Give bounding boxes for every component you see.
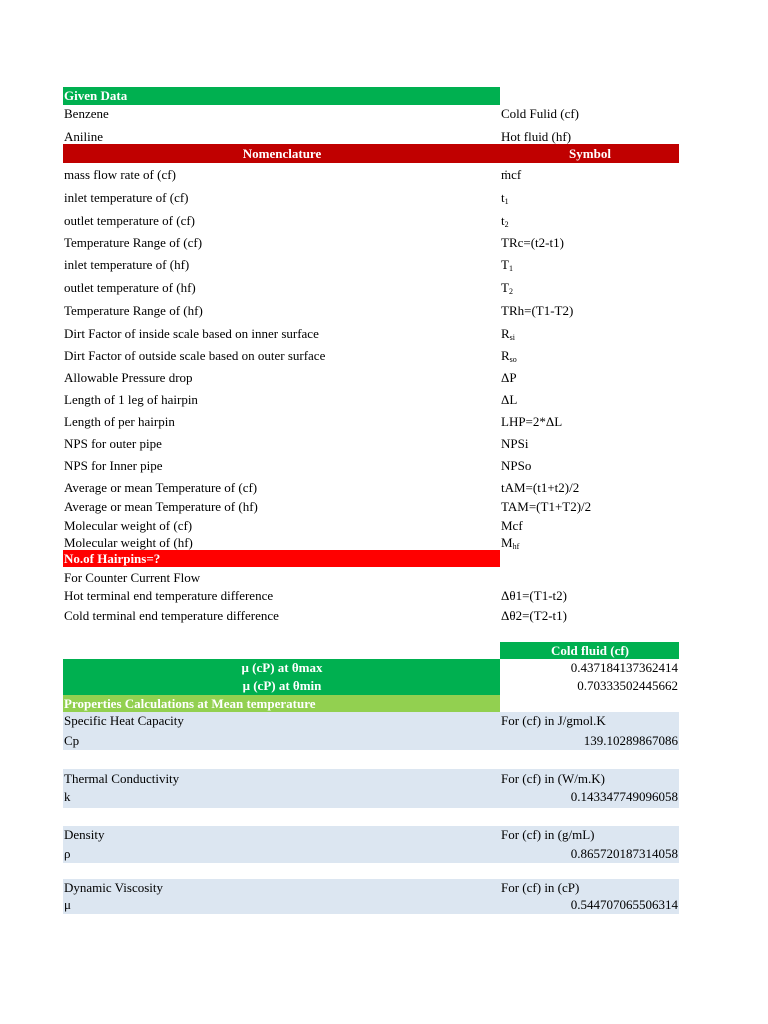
nomenclature-symbol: [500, 515, 679, 535]
property-value-row: [63, 789, 679, 808]
nomenclature-row: [63, 163, 679, 186]
property-value: 0.865720187314058: [500, 845, 679, 863]
nomenclature-label: NPS for outer pipe: [64, 436, 162, 451]
cold-fluid-header-row: [63, 642, 679, 659]
nomenclature-row: [63, 253, 679, 276]
nomenclature-symbol: [500, 410, 679, 433]
nomenclature-label: inlet temperature of (cf): [64, 190, 189, 205]
symbol-text: t: [501, 213, 505, 228]
hairpin-row: [63, 606, 679, 626]
viscosity-label: μ (cP) at θmax: [63, 659, 500, 677]
property-symbol: Cp: [63, 732, 500, 750]
nomenclature-row: [63, 476, 679, 498]
nomenclature-label: inlet temperature of (hf): [64, 257, 190, 272]
nomenclature-label: NPS for Inner pipe: [64, 458, 163, 473]
hairpin-left: Cold terminal end temperature difference: [64, 608, 279, 623]
properties-title: Properties Calculations at Mean temperature: [63, 695, 500, 712]
symbol-subscript: 1: [504, 197, 509, 206]
symbol-text: ṁcf: [501, 167, 522, 182]
nomenclature-rows: [63, 163, 679, 550]
symbol-subscript: 2: [508, 287, 513, 296]
nomenclature-symbol: [500, 535, 679, 550]
nomenclature-symbol: [500, 231, 679, 253]
property-symbol: ρ: [63, 845, 500, 863]
property-value: 139.10289867086: [500, 732, 679, 750]
nomenclature-label: Length of per hairpin: [64, 414, 175, 429]
nomenclature-header-row: [63, 144, 679, 163]
nomenclature-row: [63, 410, 679, 433]
given-data-header-row: [63, 87, 679, 105]
property-value-row: [63, 897, 679, 914]
property-name-row: [63, 712, 679, 732]
nomenclature-symbol: [500, 476, 679, 498]
property-value: 0.544707065506314: [500, 897, 679, 914]
nomenclature-row: [63, 535, 679, 550]
symbol-header: Symbol: [500, 144, 679, 163]
property-value-row: [63, 845, 679, 863]
nomenclature-symbol: [500, 454, 679, 476]
symbol-text: t: [501, 190, 505, 205]
nomenclature-label: Average or mean Temperature of (hf): [64, 499, 258, 514]
hairpins-title: No.of Hairpins=?: [63, 550, 500, 567]
symbol-text: LHP=2*ΔL: [501, 414, 563, 429]
nomenclature-label: Average or mean Temperature of (cf): [64, 480, 258, 495]
flow-row: [63, 567, 679, 586]
nomenclature-label: Molecular weight of (hf): [64, 535, 193, 550]
symbol-text: Mcf: [501, 518, 523, 533]
property-unit: For (cf) in (g/mL): [500, 826, 679, 845]
symbol-text: TRc=(t2-t1): [501, 235, 564, 250]
viscosity-row: [63, 659, 679, 677]
property-name-row: [63, 769, 679, 789]
given-left: Aniline: [64, 129, 103, 144]
hairpin-row: [63, 586, 679, 606]
symbol-text: ΔL: [501, 392, 518, 407]
property-name: Specific Heat Capacity: [63, 712, 500, 732]
symbol-text: R: [501, 326, 510, 341]
property-unit: For (cf) in (W/m.K): [500, 769, 679, 789]
nomenclature-row: [63, 231, 679, 253]
nomenclature-header: Nomenclature: [63, 144, 500, 163]
nomenclature-symbol: [500, 366, 679, 388]
nomenclature-row: [63, 366, 679, 388]
symbol-text: R: [501, 348, 510, 363]
nomenclature-row: [63, 515, 679, 535]
nomenclature-symbol: [500, 186, 679, 209]
symbol-text: TAM=(T1+T2)/2: [501, 499, 592, 514]
hairpin-left: Hot terminal end temperature difference: [64, 588, 274, 603]
given-row: [63, 126, 679, 144]
nomenclature-symbol: [500, 344, 679, 366]
property-name-row: [63, 826, 679, 845]
viscosity-label: μ (cP) at θmin: [63, 677, 500, 695]
symbol-subscript: hf: [512, 542, 520, 550]
given-right: Hot fluid (hf): [501, 129, 572, 144]
nomenclature-label: outlet temperature of (cf): [64, 213, 196, 228]
nomenclature-label: Temperature Range of (hf): [64, 303, 203, 318]
given-data-title: Given Data: [63, 87, 500, 105]
viscosity-value: 0.70333502445662: [577, 678, 678, 693]
property-symbol: μ: [63, 897, 500, 914]
nomenclature-row: [63, 433, 679, 454]
symbol-subscript: 2: [504, 220, 509, 229]
property-unit: For (cf) in (cP): [500, 879, 679, 897]
symbol-text: T: [501, 280, 509, 295]
given-right: Cold Fulid (cf): [501, 106, 579, 121]
nomenclature-label: Dirt Factor of outside scale based on outer surface: [64, 348, 326, 363]
property-name: Density: [63, 826, 500, 845]
nomenclature-label: Temperature Range of (cf): [64, 235, 203, 250]
nomenclature-symbol: [500, 498, 679, 515]
nomenclature-row: [63, 276, 679, 299]
nomenclature-symbol: [500, 388, 679, 410]
hairpin-right: Δθ1=(T1-t2): [501, 588, 567, 603]
viscosity-value: 0.437184137362414: [570, 660, 678, 675]
nomenclature-row: [63, 344, 679, 366]
nomenclature-row: [63, 186, 679, 209]
property-symbol: k: [63, 789, 500, 808]
viscosity-row: [63, 677, 679, 695]
property-name: Dynamic Viscosity: [63, 879, 500, 897]
symbol-text: ΔP: [501, 370, 517, 385]
symbol-subscript: so: [509, 355, 517, 364]
symbol-text: NPSi: [501, 436, 529, 451]
flow-type: For Counter Current Flow: [64, 570, 201, 585]
nomenclature-row: [63, 299, 679, 322]
nomenclature-symbol: [500, 299, 679, 322]
symbol-text: tAM=(t1+t2)/2: [501, 480, 580, 495]
nomenclature-label: mass flow rate of (cf): [64, 167, 176, 182]
nomenclature-label: Allowable Pressure drop: [64, 370, 193, 385]
property-value-row: [63, 732, 679, 750]
nomenclature-row: [63, 454, 679, 476]
nomenclature-symbol: [500, 322, 679, 344]
properties-header-row: [63, 695, 679, 712]
nomenclature-label: Length of 1 leg of hairpin: [64, 392, 198, 407]
symbol-text: NPSo: [501, 458, 532, 473]
nomenclature-row: [63, 209, 679, 231]
symbol-text: M: [501, 535, 513, 550]
symbol-subscript: 1: [508, 264, 513, 273]
spreadsheet: [63, 87, 679, 914]
nomenclature-label: Dirt Factor of inside scale based on inner surface: [64, 326, 319, 341]
nomenclature-symbol: [500, 209, 679, 231]
symbol-text: TRh=(T1-T2): [501, 303, 574, 318]
nomenclature-label: Molecular weight of (cf): [64, 518, 193, 533]
nomenclature-row: [63, 388, 679, 410]
symbol-text: T: [501, 257, 509, 272]
property-name-row: [63, 879, 679, 897]
nomenclature-symbol: [500, 276, 679, 299]
property-unit: For (cf) in J/gmol.K: [500, 712, 679, 732]
nomenclature-symbol: [500, 163, 679, 186]
given-row: [63, 105, 679, 126]
hairpin-right: Δθ2=(T2-t1): [501, 608, 567, 623]
nomenclature-symbol: [500, 433, 679, 454]
cold-fluid-header: Cold fluid (cf): [500, 642, 679, 659]
symbol-subscript: si: [509, 333, 516, 342]
nomenclature-symbol: [500, 253, 679, 276]
nomenclature-row: [63, 322, 679, 344]
given-left: Benzene: [64, 106, 109, 121]
property-value: 0.143347749096058: [500, 789, 679, 808]
nomenclature-label: outlet temperature of (hf): [64, 280, 196, 295]
hairpins-header-row: [63, 550, 679, 567]
property-name: Thermal Conductivity: [63, 769, 500, 789]
nomenclature-row: [63, 498, 679, 515]
